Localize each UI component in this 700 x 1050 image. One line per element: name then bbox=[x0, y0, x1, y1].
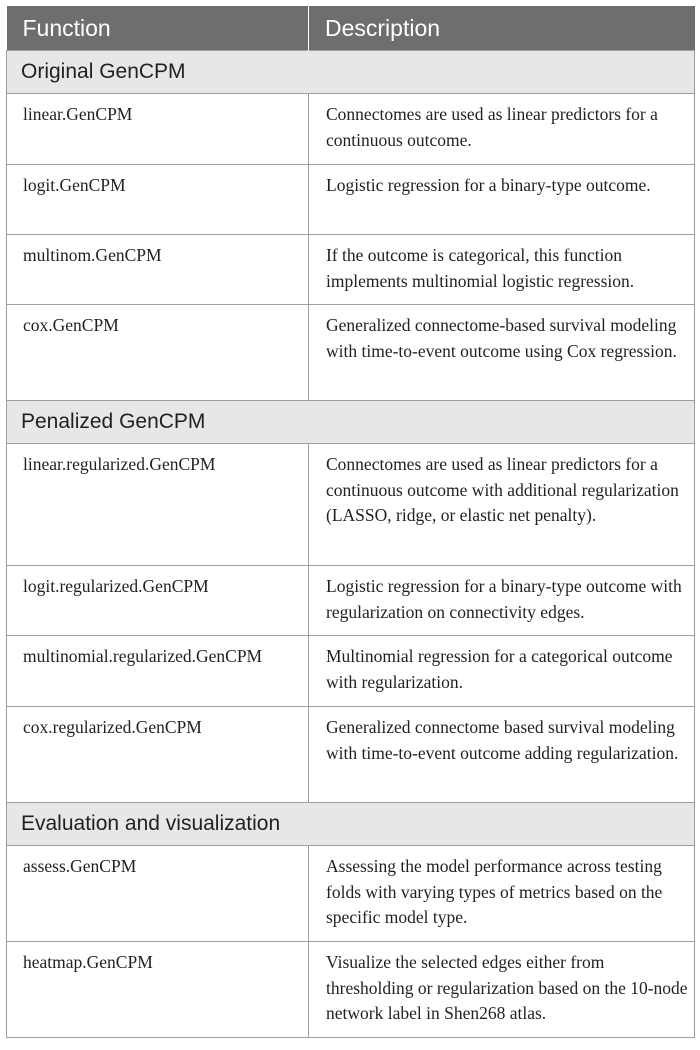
function-name: cox.GenCPM bbox=[7, 305, 309, 401]
function-description: Multinomial regression for a categorical outcome with regularization. bbox=[309, 636, 695, 707]
function-name: multinom.GenCPM bbox=[7, 235, 309, 305]
section-row bbox=[7, 51, 695, 94]
table-row bbox=[7, 305, 695, 401]
function-description: Connectomes are used as linear predictors for a continuous outcome with additional regularization (LASSO, ridge, or elastic net penalty). bbox=[309, 444, 695, 566]
table-row bbox=[7, 707, 695, 803]
function-description: Visualize the selected edges either from thresholding or regularization based on the 10-node network label in Shen268 atlas. bbox=[309, 942, 695, 1038]
function-description: Connectomes are used as linear predictors for a continuous outcome. bbox=[309, 94, 695, 165]
function-name: linear.regularized.GenCPM bbox=[7, 444, 309, 566]
table-row bbox=[7, 846, 695, 942]
function-name: logit.GenCPM bbox=[7, 165, 309, 235]
header-row bbox=[7, 6, 695, 51]
table-row bbox=[7, 566, 695, 636]
column-header-function: Function bbox=[7, 6, 309, 51]
function-description: If the outcome is categorical, this function implements multinomial logistic regression. bbox=[309, 235, 695, 305]
function-name: multinomial.regularized.GenCPM bbox=[7, 636, 309, 707]
table-row bbox=[7, 444, 695, 566]
function-description: Assessing the model performance across testing folds with varying types of metrics based on the specific model type. bbox=[309, 846, 695, 942]
section-title-evaluation: Evaluation and visualization bbox=[7, 803, 695, 846]
function-description: Logistic regression for a binary-type outcome with regularization on connectivity edges. bbox=[309, 566, 695, 636]
column-header-description: Description bbox=[309, 6, 695, 51]
table-row bbox=[7, 636, 695, 707]
table-row bbox=[7, 165, 695, 235]
function-name: assess.GenCPM bbox=[7, 846, 309, 942]
function-description: Generalized connectome based survival modeling with time-to-event outcome adding regularization. bbox=[309, 707, 695, 803]
table-row bbox=[7, 235, 695, 305]
table-row bbox=[7, 942, 695, 1038]
function-description: Logistic regression for a binary-type outcome. bbox=[309, 165, 695, 235]
function-description: Generalized connectome-based survival modeling with time-to-event outcome using Cox regression. bbox=[309, 305, 695, 401]
section-title-original: Original GenCPM bbox=[7, 51, 695, 94]
table-row bbox=[7, 94, 695, 165]
function-name: linear.GenCPM bbox=[7, 94, 309, 165]
function-name: cox.regularized.GenCPM bbox=[7, 707, 309, 803]
function-name: heatmap.GenCPM bbox=[7, 942, 309, 1038]
section-title-penalized: Penalized GenCPM bbox=[7, 401, 695, 444]
function-name: logit.regularized.GenCPM bbox=[7, 566, 309, 636]
function-table bbox=[6, 6, 695, 1038]
section-row bbox=[7, 401, 695, 444]
section-row bbox=[7, 803, 695, 846]
